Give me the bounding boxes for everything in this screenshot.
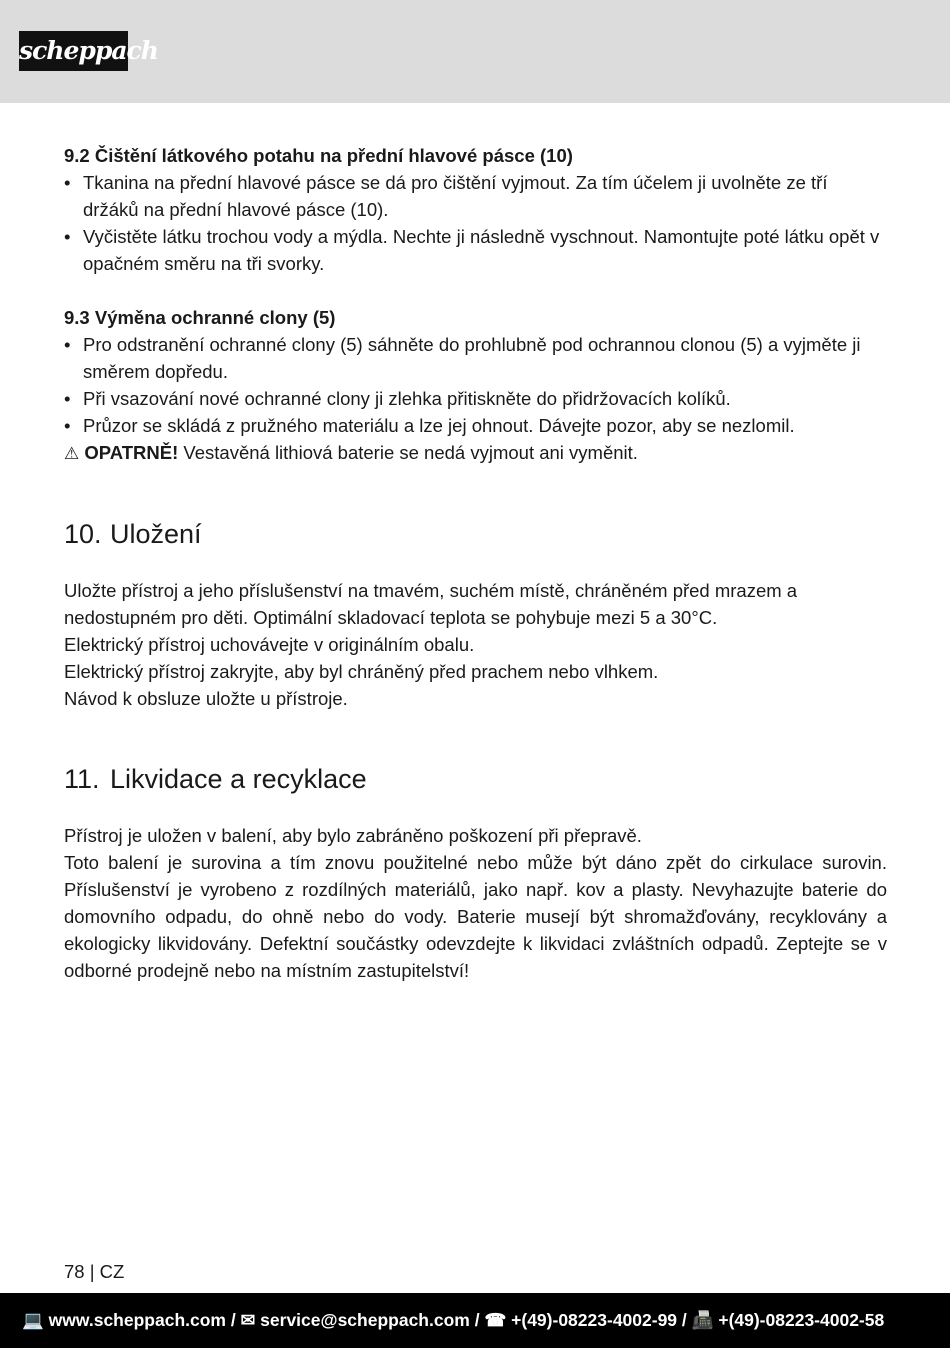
computer-icon: 💻 (22, 1310, 44, 1330)
list-item: • Průzor se skládá z pružného materiálu a lze jej ohnout. Dávejte pozor, aby se nezlomil. (64, 412, 887, 439)
section-9-3-list (64, 331, 887, 439)
paragraph: Přístroj je uložen v balení, aby bylo zabráněno poškození při přepravě. (64, 825, 642, 846)
paragraph: Toto balení je surovina a tím znovu použitelné nebo může být dáno zpět do cirkulace surovin. Příslušenství je vyrobeno z rozdílných materiálů, jako např. kov a plasty. Nevyhazujte baterie do domovního odpadu, do ohně nebo do vody. Baterie musejí být shromažďovány, recyklovány a ekologicky likvidovány. Defektní součástky odevzdejte k likvidaci zvláštních odpadů. Zeptejte se v odborné prodejně nebo na místním zastupitelství! (64, 852, 887, 981)
sections-9 (64, 142, 887, 467)
list-item: • Vyčistěte látku trochou vody a mýdla. Nechte ji následně vyschnout. Namontujte poté látku opět v opačném směru na tři svorky. (64, 223, 887, 277)
warning-label: OPATRNĚ! (84, 442, 179, 463)
page-separator: | (89, 1261, 95, 1282)
section-9-2-title: 9.2 Čištění látkového potahu na přední hlavové pásce (10) (64, 145, 573, 166)
section-9-2-list (64, 169, 887, 277)
section-10-number: 10. (64, 519, 102, 549)
mail-icon: ✉ (240, 1310, 256, 1330)
paragraph: Elektrický přístroj zakryjte, aby byl chráněný před prachem nebo vlhkem. (64, 661, 659, 682)
list-item: • Tkanina na přední hlavové pásce se dá pro čištění vyjmout. Za tím účelem ji uvolněte ze tří držáků na přední hlavové pásce (10). (64, 169, 887, 223)
list-item: • Pro odstranění ochranné clony (5) sáhněte do prohlubně pod ochrannou clonou (5) a vyjměte ji směrem dopředu. (64, 331, 887, 385)
section-9-3-title: 9.3 Výměna ochranné clony (5) (64, 307, 336, 328)
warning-text: Vestavěná lithiová baterie se nedá vyjmout ani vyměnit. (178, 442, 638, 463)
footer-separator: / (474, 1310, 480, 1330)
section-11-number: 11. (64, 764, 100, 794)
footer-separator: / (681, 1310, 687, 1330)
phone-number: +(49)-08223-4002-99 (511, 1310, 678, 1330)
section-10-title: Uložení (110, 519, 202, 549)
fax-icon: 📠 (691, 1310, 714, 1330)
page-footer (0, 1293, 950, 1348)
list-item: • Při vsazování nové ochranné clony ji zlehka přitiskněte do přidržovacích kolíků. (64, 385, 887, 412)
website-link[interactable]: www.scheppach.com (48, 1310, 226, 1330)
page-number-value: 78 (64, 1261, 85, 1282)
page-language: CZ (99, 1261, 125, 1282)
paragraph: Elektrický přístroj uchovávejte v originálním obalu. (64, 634, 475, 655)
warning-icon: ⚠ (64, 444, 80, 463)
fax-number: +(49)-08223-4002-58 (718, 1310, 885, 1330)
page-header (0, 0, 950, 103)
email-link[interactable]: service@scheppach.com (260, 1310, 470, 1330)
paragraph: Návod k obsluze uložte u přístroje. (64, 688, 348, 709)
scheppach-logo: scheppach (19, 31, 128, 71)
phone-icon: ☎ (484, 1310, 507, 1330)
section-11-heading (64, 762, 367, 796)
section-10-body (64, 577, 887, 712)
footer-separator: / (230, 1310, 236, 1330)
page-number (64, 1260, 124, 1284)
section-11-title: Likvidace a recyklace (110, 764, 367, 794)
paragraph: Uložte přístroj a jeho příslušenství na tmavém, suchém místě, chráněném před mrazem a nedostupném pro děti. Optimální skladovací teplota se pohybuje mezi 5 a 30°C. (64, 580, 798, 628)
warning-note (64, 439, 887, 467)
section-11-body (64, 822, 887, 984)
section-10-heading (64, 517, 202, 551)
